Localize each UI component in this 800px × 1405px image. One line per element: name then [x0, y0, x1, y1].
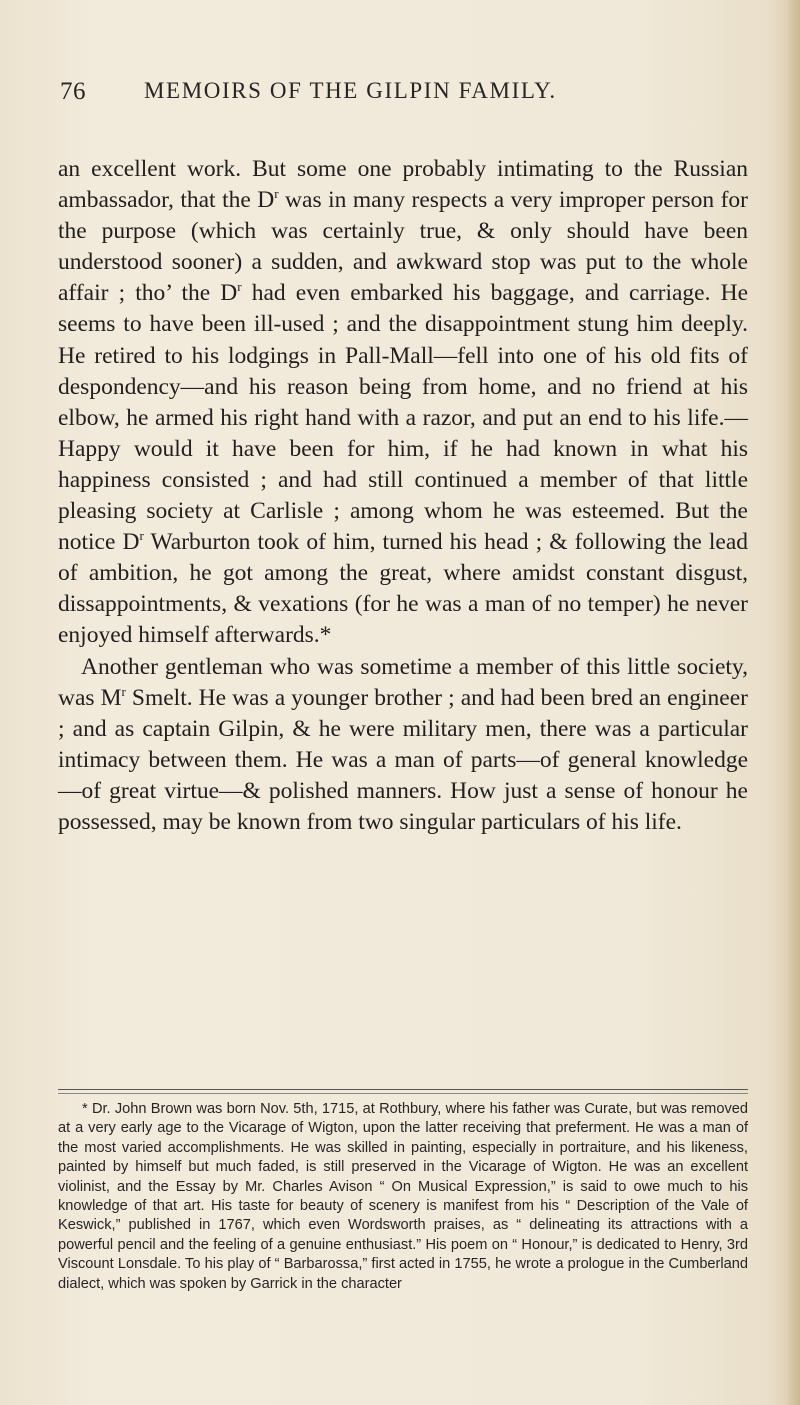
- superscript: r: [139, 528, 144, 544]
- superscript: r: [121, 683, 126, 699]
- page-edge-shadow: [786, 0, 800, 1405]
- page-header: [60, 78, 740, 118]
- main-text: [58, 154, 748, 838]
- page-number: 76: [60, 78, 86, 105]
- text-run: had even embarked his baggage, and carriage. He seems to have been ill-used ; and the disappointment stung him deeply. He retired to his lodgings in Pall-Mall—fell into one of his old fits of despondency—and his reason being from home, and no friend at his elbow, he armed his right hand with a razor, and put an end to his life.—Happy would it have been for him, if he had known in what his happiness consisted ; and had still continued a member of that little pleasing society at Carlisle ; among whom he was esteemed. But the notice D: [58, 280, 748, 556]
- footnote-rule: [58, 1089, 748, 1090]
- text-run: Warburton took of him, turned his head ; & following the lead of ambition, he got among the great, where amidst constant disgust, dissappointments, & vexations (for he was a man of no temper) he never enjoyed himself afterwards.*: [58, 529, 749, 649]
- paragraph-1: [58, 154, 748, 652]
- footnote: * Dr. John Brown was born Nov. 5th, 1715, at Rothbury, where his father was Curate, but was removed at a very early age to the Vicarage of Wigton, upon the latter receiving that preferment. He was a man of the most varied accomplishments. He was skilled in painting, especially in portraiture, and his likeness, painted by himself but much faded, is still preserved in the Vicarage of Wigton. He was an excellent violinist, and the Essay by Mr. Charles Avison “ On Musical Expression,” is said to owe much to his knowledge of that art. His taste for beauty of scenery is manifest from his “ Description of the Vale of Keswick,” published in 1767, which even Wordsworth praises, as “ delineating its attractions with a powerful pencil and the feeling of a genuine enthusiast.” His poem on “ Honour,” is dedicated to Henry, 3rd Viscount Lonsdale. To his play of “ Barbarossa,” first acted in 1755, he wrote a prologue in the Cumberland dialect, which was spoken by Garrick in the character: [58, 1101, 748, 1292]
- paragraph-2: [58, 652, 748, 839]
- text-run: an excellent work. But some one probably intimating to the Russian ambassador, that the D: [58, 156, 748, 214]
- text-run: was in many respects a very improper person for the purpose (which was certainly true, & only should have been understood sooner) a sudden, and awkward stop was put to the whole affair ; tho’ the D: [58, 187, 748, 307]
- text-run: Smelt. He was a younger brother ; and had been bred an engineer ; and as captain Gilpin, & he were military men, there was a particular intimacy between them. He was a man of parts—of general knowledge—of great virtue—& polished manners. How just a sense of honour he possessed, may be known from two singular particulars of his life.: [58, 684, 748, 835]
- superscript: r: [237, 279, 242, 295]
- superscript: r: [274, 186, 279, 202]
- running-title: MEMOIRS OF THE GILPIN FAMILY.: [144, 78, 557, 103]
- footnote-rule-inner: [58, 1093, 748, 1094]
- text-run: Another gentleman who was sometime a member of this little society, was M: [58, 653, 748, 711]
